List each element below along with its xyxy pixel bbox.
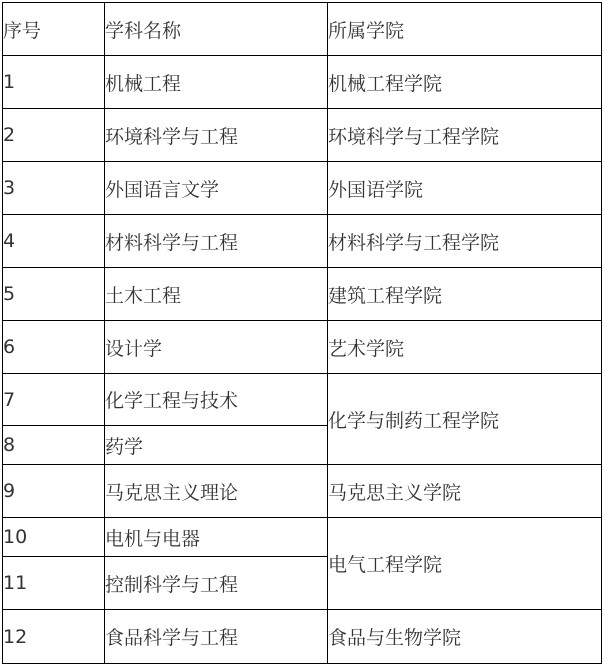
discipline-name-cell: 环境科学与工程 bbox=[105, 109, 328, 162]
discipline-table bbox=[2, 2, 602, 664]
table-row bbox=[3, 109, 602, 162]
serial-number-cell: 10 bbox=[3, 518, 105, 557]
serial-number-cell: 9 bbox=[3, 465, 105, 518]
serial-number-cell: 4 bbox=[3, 215, 105, 268]
serial-number-cell: 2 bbox=[3, 109, 105, 162]
serial-number-cell: 3 bbox=[3, 162, 105, 215]
header-discipline-name: 学科名称 bbox=[105, 3, 328, 56]
school-cell: 机械工程学院 bbox=[328, 56, 602, 109]
school-cell: 环境科学与工程学院 bbox=[328, 109, 602, 162]
table-header-row bbox=[3, 3, 602, 56]
table-row bbox=[3, 610, 602, 664]
discipline-name-cell: 机械工程 bbox=[105, 56, 328, 109]
serial-number-cell: 5 bbox=[3, 268, 105, 321]
serial-number-cell: 11 bbox=[3, 557, 105, 610]
table-row bbox=[3, 374, 602, 426]
school-cell: 外国语学院 bbox=[328, 162, 602, 215]
serial-number-cell: 7 bbox=[3, 374, 105, 426]
discipline-name-cell: 土木工程 bbox=[105, 268, 328, 321]
school-cell-merged: 电气工程学院 bbox=[328, 518, 602, 610]
school-cell: 建筑工程学院 bbox=[328, 268, 602, 321]
discipline-name-cell: 电机与电器 bbox=[105, 518, 328, 557]
table-row bbox=[3, 321, 602, 374]
school-cell-merged: 化学与制药工程学院 bbox=[328, 374, 602, 465]
table-row bbox=[3, 56, 602, 109]
discipline-name-cell: 化学工程与技术 bbox=[105, 374, 328, 426]
table-row bbox=[3, 162, 602, 215]
table-row bbox=[3, 268, 602, 321]
school-cell: 材料科学与工程学院 bbox=[328, 215, 602, 268]
table-row bbox=[3, 518, 602, 557]
discipline-name-cell: 控制科学与工程 bbox=[105, 557, 328, 610]
school-cell: 食品与生物学院 bbox=[328, 610, 602, 664]
table-row bbox=[3, 465, 602, 518]
discipline-name-cell: 材料科学与工程 bbox=[105, 215, 328, 268]
serial-number-cell: 12 bbox=[3, 610, 105, 664]
discipline-name-cell: 设计学 bbox=[105, 321, 328, 374]
discipline-name-cell: 药学 bbox=[105, 426, 328, 465]
serial-number-cell: 1 bbox=[3, 56, 105, 109]
discipline-name-cell: 马克思主义理论 bbox=[105, 465, 328, 518]
serial-number-cell: 6 bbox=[3, 321, 105, 374]
discipline-name-cell: 食品科学与工程 bbox=[105, 610, 328, 664]
discipline-name-cell: 外国语言文学 bbox=[105, 162, 328, 215]
school-cell: 艺术学院 bbox=[328, 321, 602, 374]
table-row bbox=[3, 215, 602, 268]
header-school: 所属学院 bbox=[328, 3, 602, 56]
header-serial-number: 序号 bbox=[3, 3, 105, 56]
serial-number-cell: 8 bbox=[3, 426, 105, 465]
school-cell: 马克思主义学院 bbox=[328, 465, 602, 518]
